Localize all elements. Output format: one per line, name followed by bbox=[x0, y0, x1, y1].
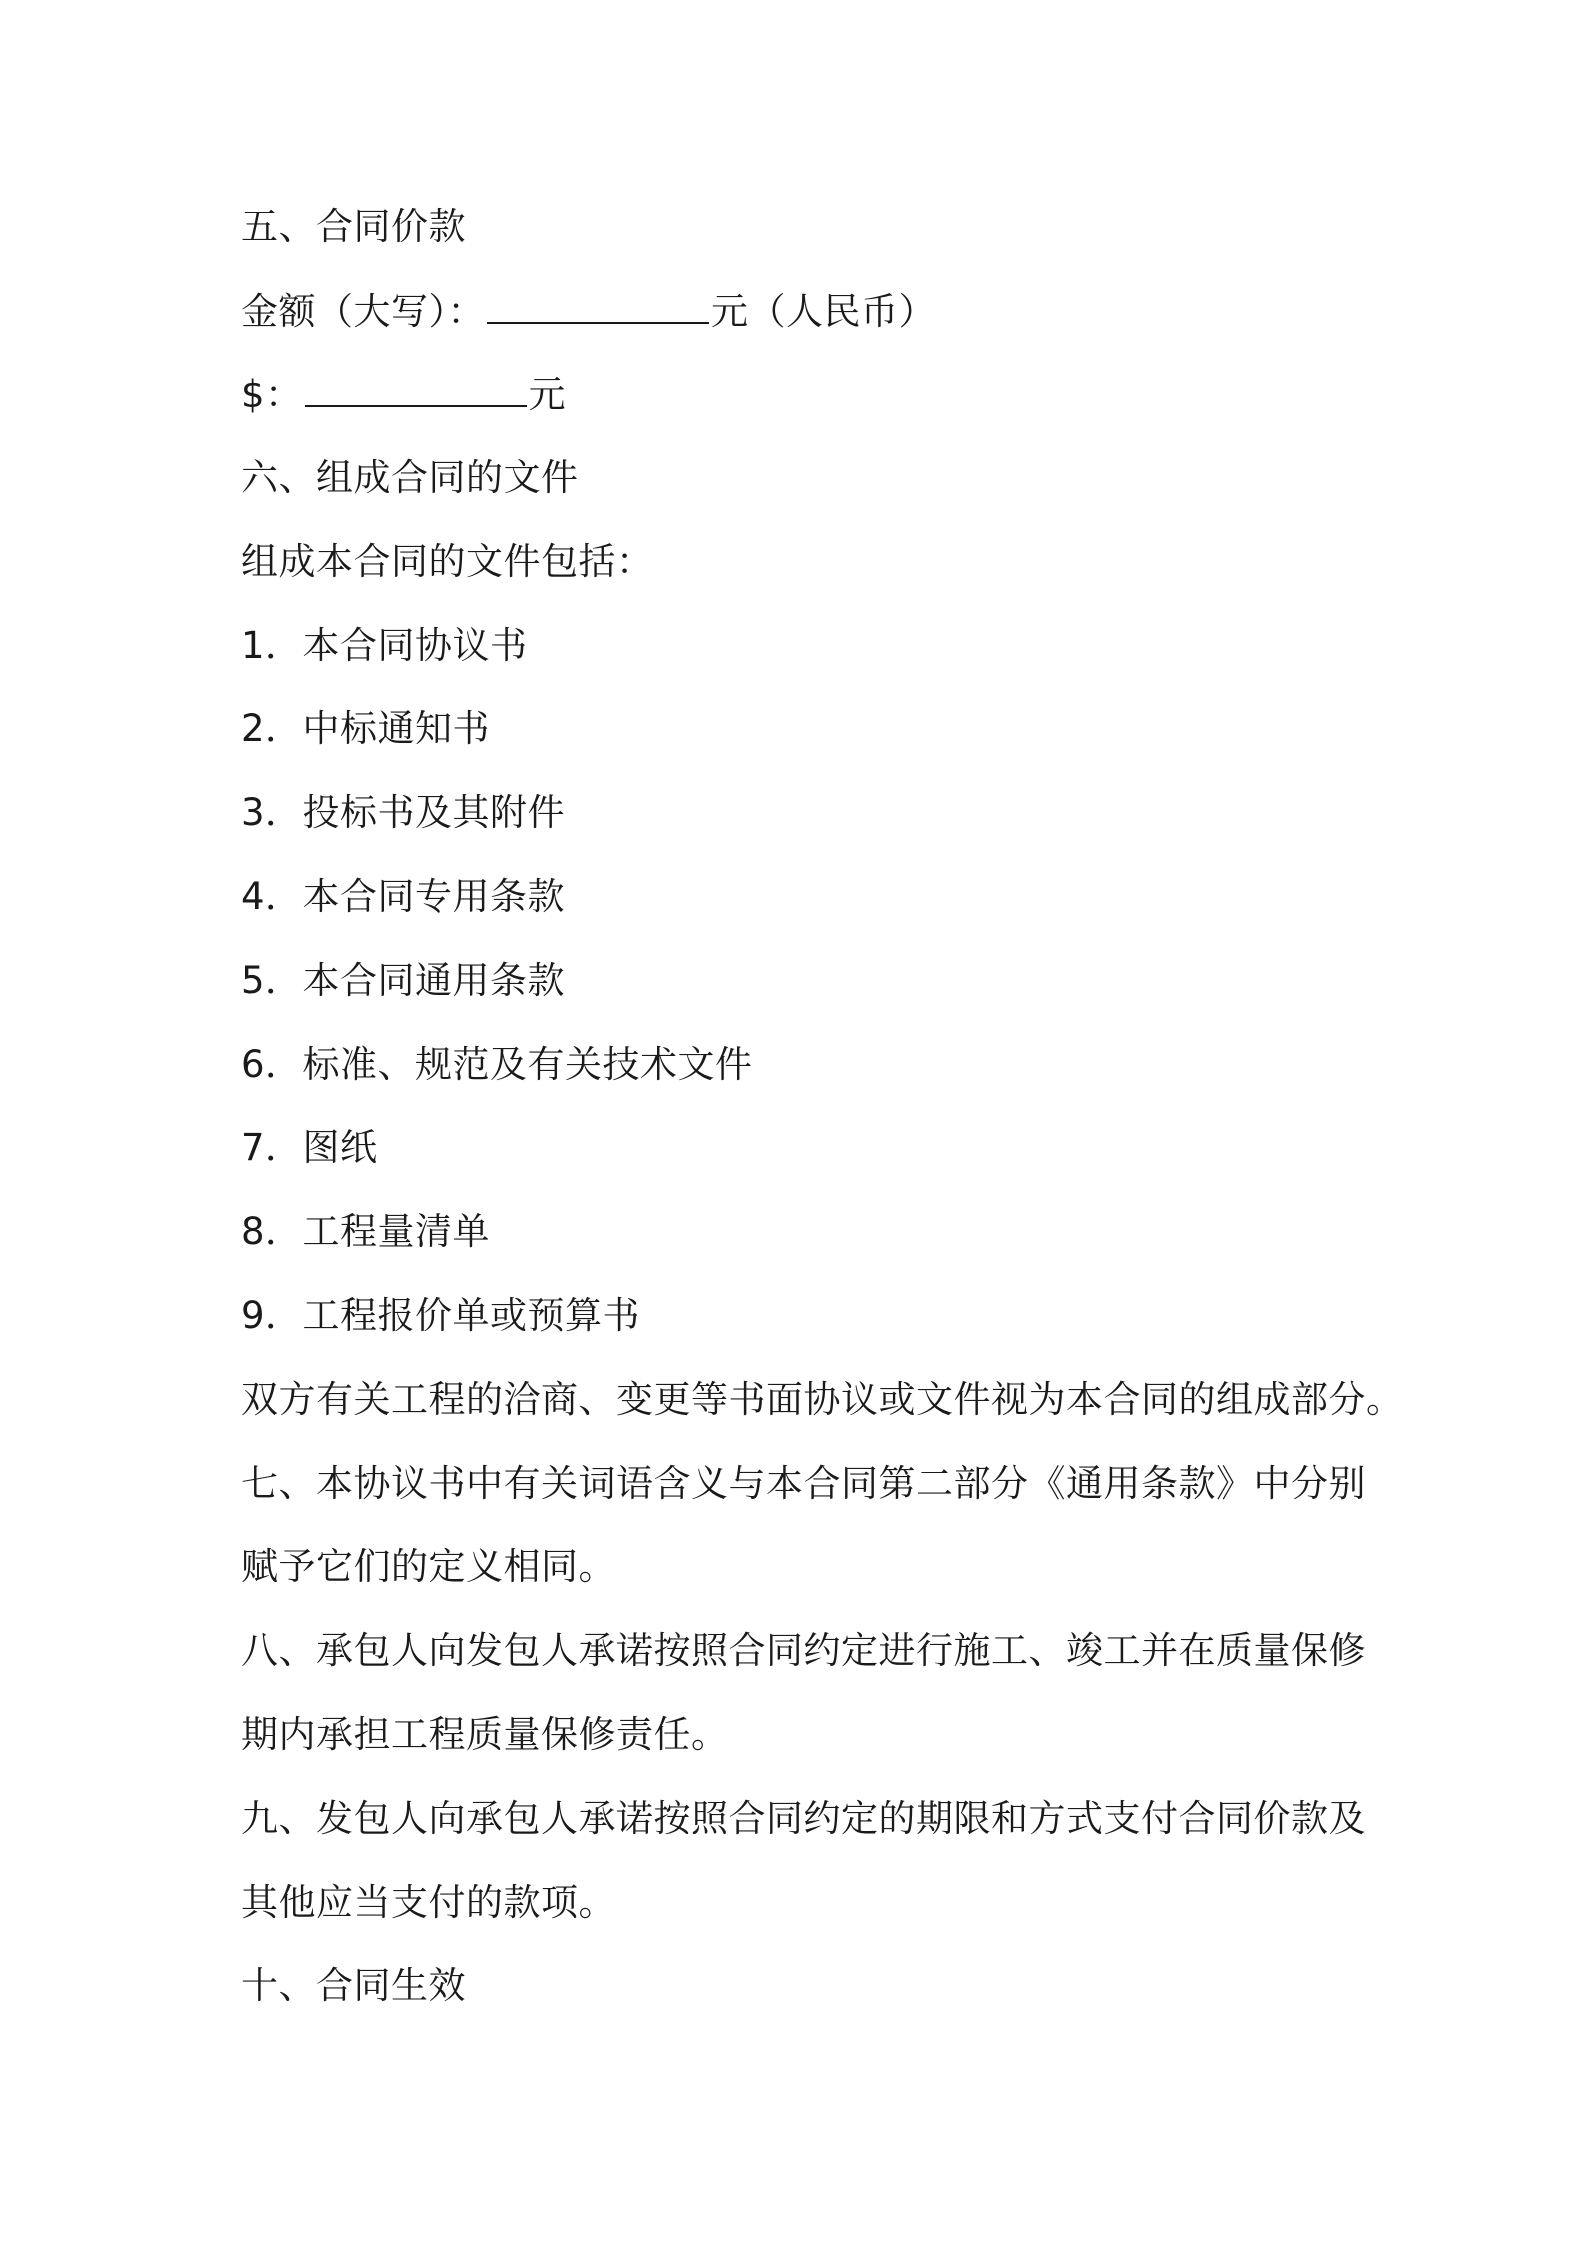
amount-dollar-blank[interactable] bbox=[305, 369, 527, 407]
section9-line2: 其他应当支付的款项。 bbox=[241, 1881, 616, 1924]
section7-line1: 七、本协议书中有关词语含义与本合同第二部分《通用条款》中分别 bbox=[241, 1462, 1366, 1505]
section8-line1: 八、承包人向发包人承诺按照合同约定进行施工、竣工并在质量保修 bbox=[241, 1629, 1366, 1672]
document-list-item: 8．工程量清单 bbox=[241, 1210, 491, 1253]
section8-line2: 期内承担工程质量保修责任。 bbox=[241, 1713, 729, 1756]
section6-closing: 双方有关工程的洽商、变更等书面协议或文件视为本合同的组成部分。 bbox=[241, 1378, 1404, 1421]
document-list-item: 1．本合同协议书 bbox=[241, 624, 528, 667]
amount-uppercase-line bbox=[241, 286, 936, 337]
dollar-suffix: 元 bbox=[528, 373, 567, 416]
section6-intro: 组成本合同的文件包括： bbox=[241, 540, 654, 583]
document-list-item: 9．工程报价单或预算书 bbox=[241, 1294, 641, 1337]
document-list-item: 4．本合同专用条款 bbox=[241, 875, 566, 918]
section9-line1: 九、发包人向承包人承诺按照合同约定的期限和方式支付合同价款及 bbox=[241, 1797, 1366, 1840]
dollar-prefix: $： bbox=[241, 373, 303, 416]
amount-uppercase-blank[interactable] bbox=[487, 286, 709, 324]
section10-heading: 十、合同生效 bbox=[241, 1964, 466, 2007]
document-list-item: 5．本合同通用条款 bbox=[241, 959, 566, 1002]
document-list-item: 6．标准、规范及有关技术文件 bbox=[241, 1043, 753, 1086]
amount-suffix: 元（人民币） bbox=[711, 290, 936, 333]
document-list-item: 3．投标书及其附件 bbox=[241, 791, 566, 834]
amount-prefix: 金额（大写）： bbox=[241, 290, 485, 333]
document-list-item: 7．图纸 bbox=[241, 1126, 378, 1169]
section6-heading: 六、组成合同的文件 bbox=[241, 456, 579, 499]
document-list-item: 2．中标通知书 bbox=[241, 707, 491, 750]
amount-dollar-line bbox=[241, 369, 566, 420]
section7-line2: 赋予它们的定义相同。 bbox=[241, 1545, 616, 1588]
section5-heading: 五、合同价款 bbox=[241, 205, 466, 248]
